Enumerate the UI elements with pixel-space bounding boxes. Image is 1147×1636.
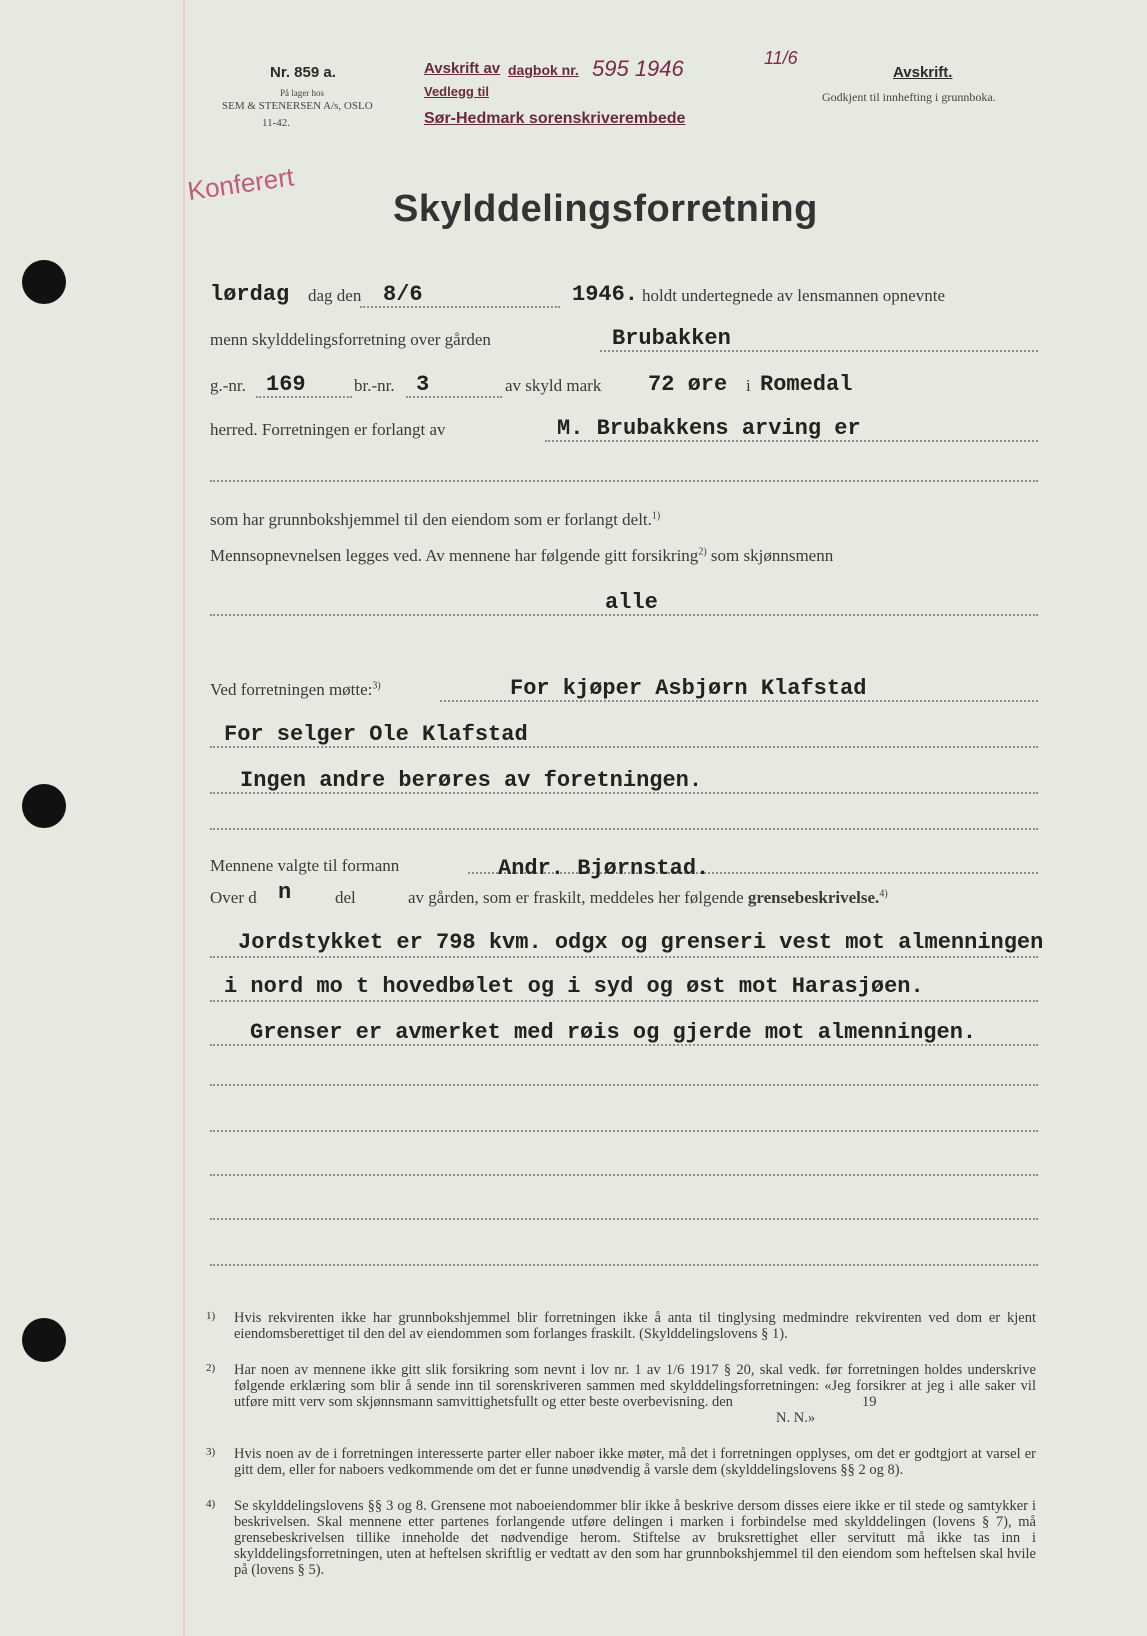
over-label: Over d <box>210 888 257 907</box>
footnote-4 <box>206 1498 1036 1578</box>
footnote-2-19: 19 <box>862 1394 877 1410</box>
menn-label: menn skylddelingsforretning over gården <box>210 330 491 349</box>
footnote-2 <box>206 1362 1036 1426</box>
punch-hole-icon <box>22 1318 66 1362</box>
publisher-line-3: 11-42. <box>262 117 291 129</box>
footnote-1-ref: 1) <box>651 510 661 522</box>
del-label: del <box>335 888 356 907</box>
bnr-value: 3 <box>416 372 430 397</box>
formann-label: Mennene valgte til formann <box>210 856 400 875</box>
footnote-1 <box>206 1310 1036 1342</box>
footnote-2-den: den <box>712 1394 733 1410</box>
motte-entry-2: For selger Ole Klafstad <box>224 722 528 747</box>
punch-hole-icon <box>22 784 66 828</box>
forsikring-dotted-line <box>210 614 1038 616</box>
gnr-dotted-line <box>256 396 352 398</box>
blank-dotted-6 <box>210 1174 1038 1176</box>
date-value: 8/6 <box>383 282 423 307</box>
gnr-value: 169 <box>266 372 306 397</box>
formann-value: Andr. Bjørnstad. <box>498 856 710 881</box>
farm-name: Brubakken <box>612 326 731 351</box>
stamp-register: dagbok nr. <box>508 62 579 78</box>
footnote-2-nn: N. N.» <box>776 1410 816 1426</box>
bnr-dotted-line <box>406 396 502 398</box>
footnote-4-mark: 4) <box>206 1498 216 1510</box>
motte-dotted-line-3 <box>210 792 1038 794</box>
over-rest-label: av gården, som er fraskilt, meddeles her følgende <box>408 888 744 907</box>
footnote-3-ref: 3) <box>372 680 381 692</box>
publisher-line-1: På lager hos <box>280 88 324 98</box>
footnote-3-mark: 3) <box>206 1446 216 1458</box>
avskrift-subtitle: Godkjent til innhefting i grunnboka. <box>822 90 996 104</box>
footnote-2-tail <box>206 1394 1036 1426</box>
blank-dotted-7 <box>210 1218 1038 1220</box>
footnote-3-text: Hvis noen av de i forretningen interesserte parter eller naboer ikke møter, må det i forretningen opplyses, om det er godtgjort at varsel er gitt dem, eller for naboers vedkommende om det er funne unødvendig å varsle dem (skylddelingslovens §§ 2 og 8). <box>234 1446 1036 1478</box>
skyld-value: 72 øre <box>648 372 728 397</box>
footnote-2-text: Har noen av mennene ikke gitt slik forsikring som nevnt i lov nr. 1 av 1/6 1917 § 20, skal vedk. før forretningen holdes underskrive følgende erklæring som blir å sende inn til sorenskriveren sammen med skylddelingsforretningen: «Jeg forsikrer at jeg i alle saker vil utføre mitt verv som skjønnsmann samvittighetsfullt og etter beste overbevisning. <box>234 1362 1036 1410</box>
footnote-4-text: Se skylddelingslovens §§ 3 og 8. Grensene mot naboeiendommer blir ikke å beskrive dersom disses eiere ikke er til stede og samtykker i beskrivelsen. Skal mennene etter partenes forlangende utføre delingen i marken i forbindelse med skylddelingen (lovens § 7), må grensebeskrivelsen tillike inneholde det nødvendige herom. Stiftelse av bruksrettighet eller servitutt må ikke tas inn i skylddelingsforretningen, uten at heftelsen skriftlig er vedtatt av den som har grunnbokshjemmel til den eiendom som heftelsen skal hvile på (lovens § 5). <box>234 1498 1036 1578</box>
blank-dotted-line <box>210 480 1038 482</box>
footnote-4-ref: 4) <box>879 888 888 900</box>
forsikring-value: alle <box>605 590 658 615</box>
date-dotted-line <box>360 306 560 308</box>
punch-hole-icon <box>22 260 66 304</box>
grensebeskrivelse-label: grensebeskrivelse. <box>747 888 880 907</box>
grunnbok-text <box>210 510 660 530</box>
farm-dotted-line <box>600 350 1038 352</box>
requested-by: M. Brubakkens arving er <box>557 416 861 441</box>
bnr-label: br.-nr. <box>354 376 395 395</box>
municipality-value: Romedal <box>760 372 853 397</box>
blank-dotted-5 <box>210 1130 1038 1132</box>
motte-label: Ved forretningen møtte: <box>210 680 373 699</box>
description-dotted-2 <box>210 1000 1038 1002</box>
margin-line <box>183 0 185 1636</box>
form-number: Nr. 859 a. <box>270 64 336 81</box>
stamp-line-3: Sør-Hedmark sorenskriverembede <box>424 110 686 127</box>
herred-text: herred. Forretningen er forlangt av <box>210 420 446 439</box>
footnote-2-ref: 2) <box>698 546 707 558</box>
description-dotted-3 <box>210 1044 1038 1046</box>
year-value: 1946. <box>572 282 639 307</box>
konferert-stamp: Konferert <box>185 161 296 207</box>
over-rest <box>408 888 888 908</box>
description-line-3: Grenser er avmerket med røis og gjerde mot almenningen. <box>250 1020 977 1045</box>
i-label: i <box>746 376 751 395</box>
motte-entry-1: For kjøper Asbjørn Klafstad <box>510 676 867 701</box>
grunnbok-label: som har grunnbokshjemmel til den eiendom som er forlangt delt. <box>210 510 652 529</box>
footnote-3 <box>206 1446 1036 1478</box>
footnote-2-mark: 2) <box>206 1362 216 1374</box>
motte-text <box>210 680 381 700</box>
publisher-line-2: SEM & STENERSEN A/s, OSLO <box>222 100 373 112</box>
handwritten-date: 11/6 <box>764 48 798 68</box>
day-value: lørdag <box>210 282 290 307</box>
mennsop-label: Mennsopnevnelsen legges ved. Av mennene har følgende gitt forsikring <box>210 546 699 565</box>
motte-dotted-line-4 <box>210 828 1038 830</box>
footnote-1-mark: 1) <box>206 1310 216 1322</box>
dag-den-label: dag den <box>308 286 362 305</box>
stamp-line-2: Vedlegg til <box>424 84 490 99</box>
blank-dotted-4 <box>210 1084 1038 1086</box>
over-handwritten: n <box>278 880 292 905</box>
motte-entry-3: Ingen andre berøres av foretningen. <box>240 768 703 793</box>
description-dotted-1 <box>210 956 1038 958</box>
gnr-label: g.-nr. <box>210 376 246 395</box>
page-title: Skylddelingsforretning <box>393 188 818 230</box>
mennsop-text <box>210 546 833 566</box>
mennsop-end: som skjønnsmenn <box>710 546 834 565</box>
description-line-1: Jordstykket er 798 kvm. odgx og grenseri vest mot almenningen <box>238 930 1044 955</box>
stamp-line-1: Avskrift av <box>424 60 501 77</box>
skyld-label: av skyld mark <box>505 376 602 395</box>
avskrift-title: Avskrift. <box>893 64 953 81</box>
requested-dotted-line <box>545 440 1038 442</box>
blank-dotted-8 <box>210 1264 1038 1266</box>
description-line-2: i nord mo t hovedbølet og i syd og øst mot Harasjøen. <box>224 974 924 999</box>
motte-dotted-line-2 <box>210 746 1038 748</box>
handwritten-reference: 595 1946 <box>592 56 684 81</box>
footnote-1-text: Hvis rekvirenten ikke har grunnbokshjemmel blir forretningen ikke å anta til tinglysing medmindre rekvirenten ved dom er kjent eiendomsberettiget til den del av eiendommen som forlanges fraskilt. (Skylddelingslovens § 1). <box>234 1310 1036 1342</box>
year-after-text: holdt undertegnede av lensmannen opnevnte <box>642 286 946 305</box>
